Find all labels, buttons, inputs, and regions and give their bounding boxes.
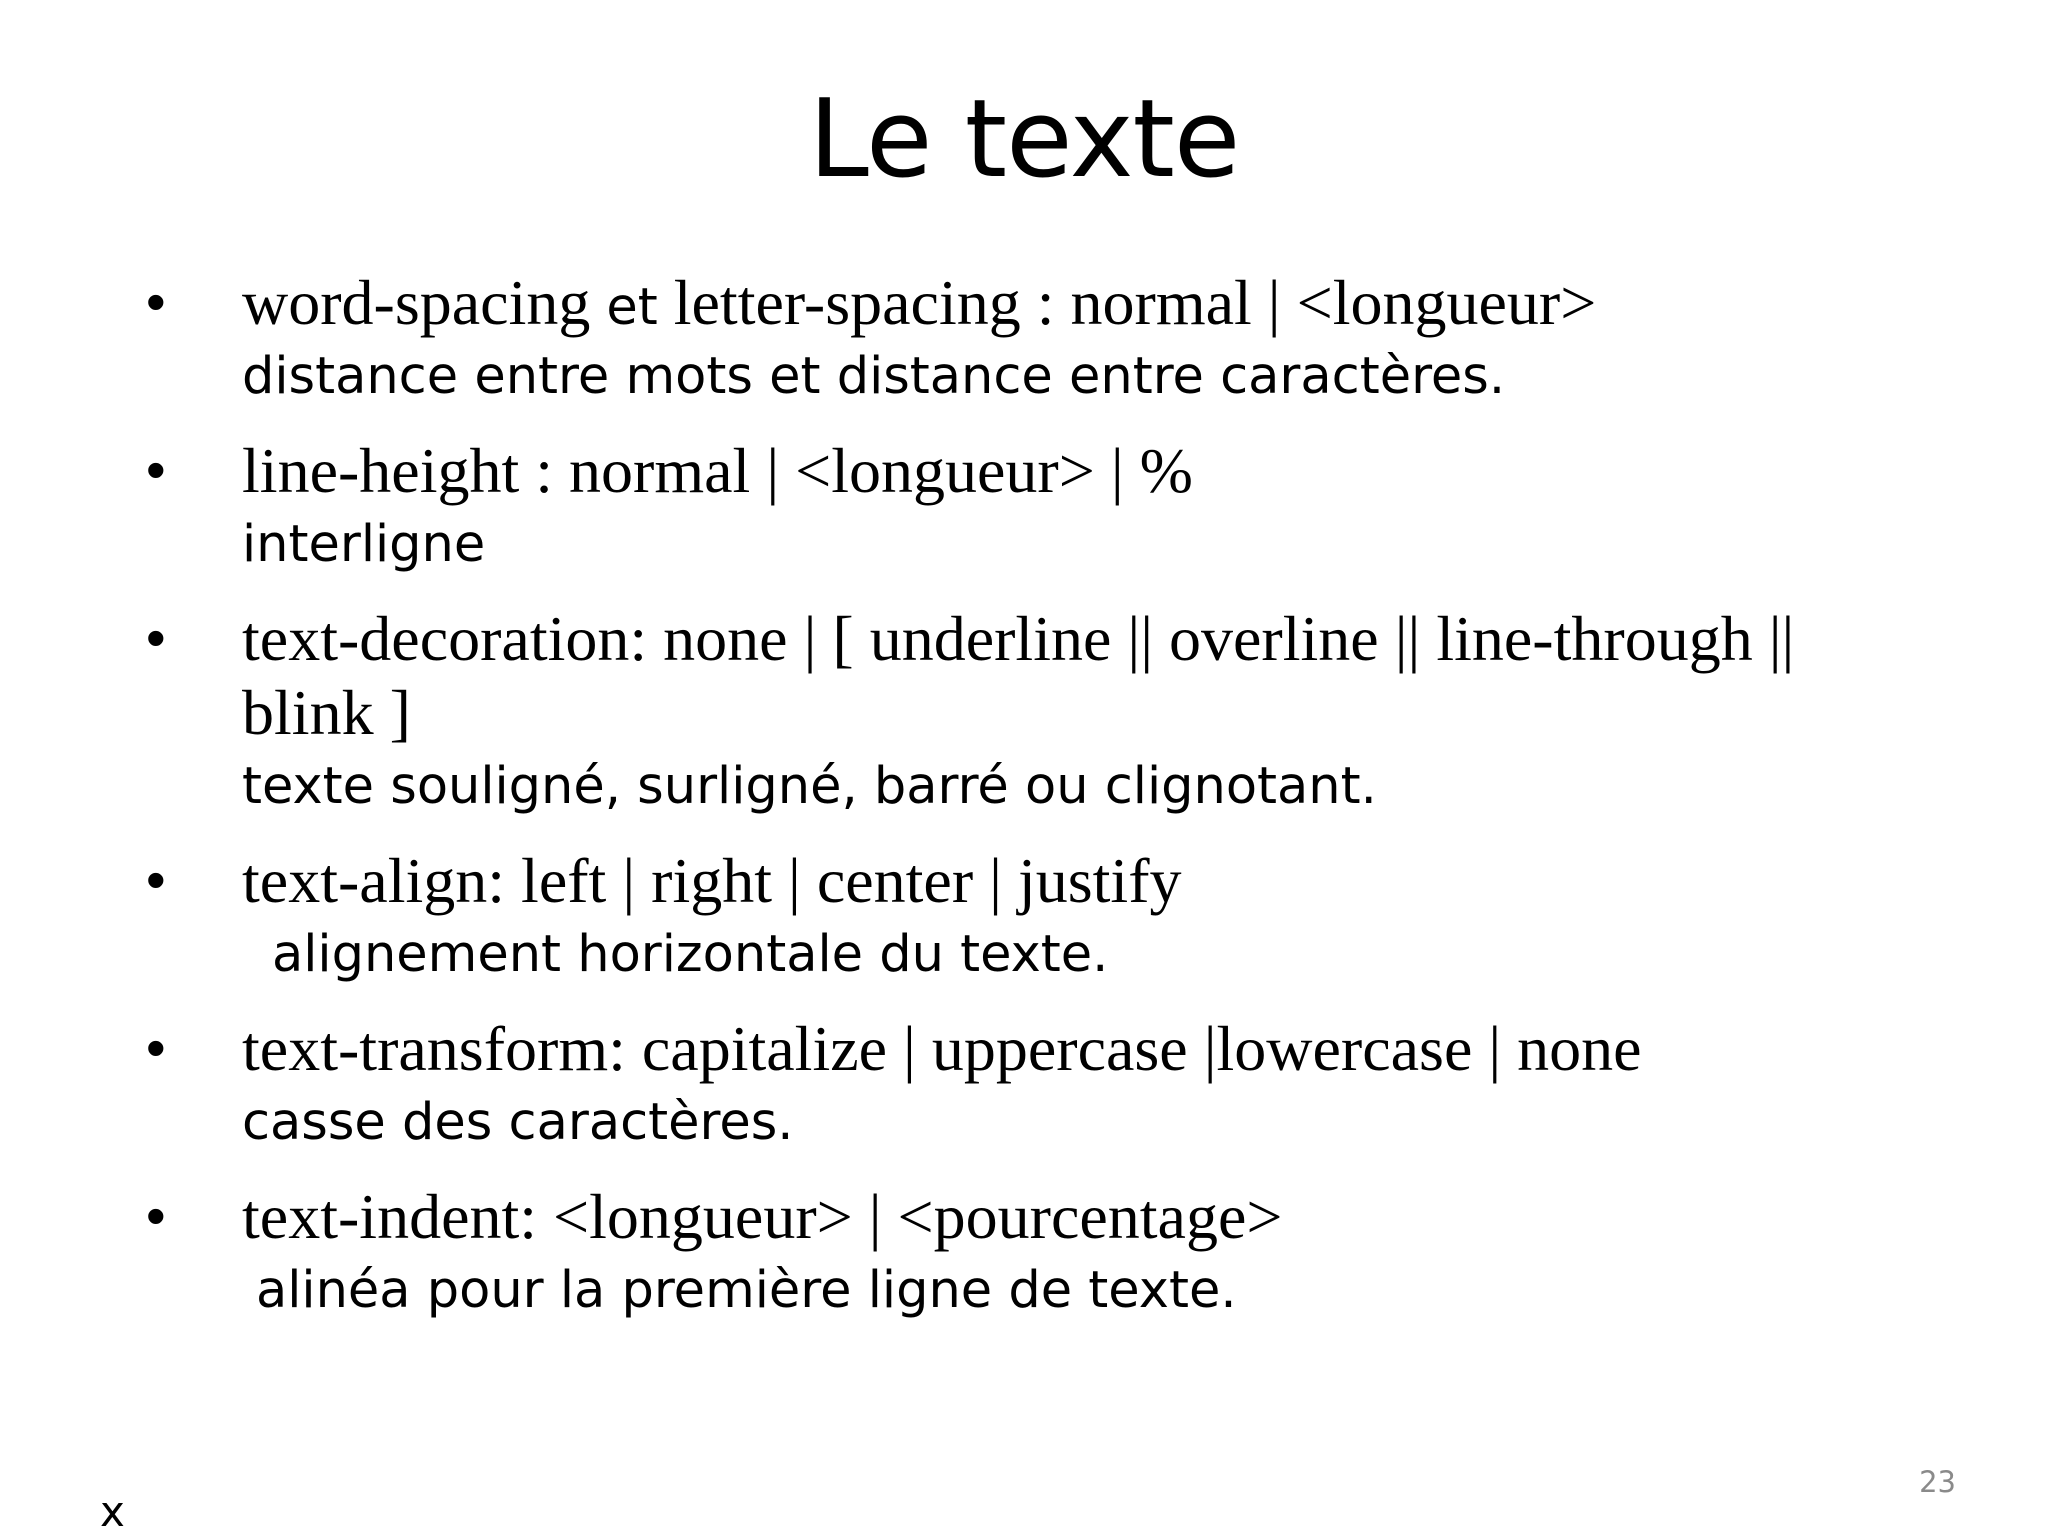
syntax-part: word-spacing (242, 267, 607, 338)
bullet-syntax-line-height: line-height : normal | <longueur> | % (242, 435, 1193, 506)
bullet-marker: • (146, 1016, 166, 1079)
page-number: 23 (1919, 1465, 1956, 1499)
footer-mark: x (100, 1487, 125, 1536)
bullet-syntax-text-decoration-cont: blink ] (242, 677, 411, 748)
bullet-marker: • (146, 1184, 166, 1247)
bullet-syntax-text-align: text-align: left | right | center | justify (242, 845, 1182, 916)
bullet-description: texte souligné, surligné, barré ou clignotant. (242, 757, 1377, 816)
bullet-description: alinéa pour la première ligne de texte. (256, 1261, 1237, 1320)
syntax-part-et: et (606, 278, 658, 337)
bullet-syntax-word-letter-spacing (242, 266, 1596, 345)
bullet-syntax-text-decoration: text-decoration: none | [ underline || overline || line-through || (242, 603, 1795, 674)
bullet-description: distance entre mots et distance entre caractères. (242, 347, 1506, 406)
bullet-marker: • (146, 606, 166, 669)
bullet-marker: • (146, 848, 166, 911)
bullet-description: interligne (242, 515, 486, 574)
bullet-description: casse des caractères. (242, 1093, 794, 1152)
syntax-part: letter-spacing : normal | <longueur> (657, 267, 1597, 338)
bullet-syntax-text-indent: text-indent: <longueur> | <pourcentage> (242, 1181, 1283, 1252)
bullet-marker: • (146, 438, 166, 501)
slide-title: Le texte (808, 77, 1240, 202)
bullet-description: alignement horizontale du texte. (272, 925, 1109, 984)
bullet-marker: • (146, 270, 166, 333)
bullet-syntax-text-transform: text-transform: capitalize | uppercase |lowercase | none (242, 1013, 1642, 1084)
